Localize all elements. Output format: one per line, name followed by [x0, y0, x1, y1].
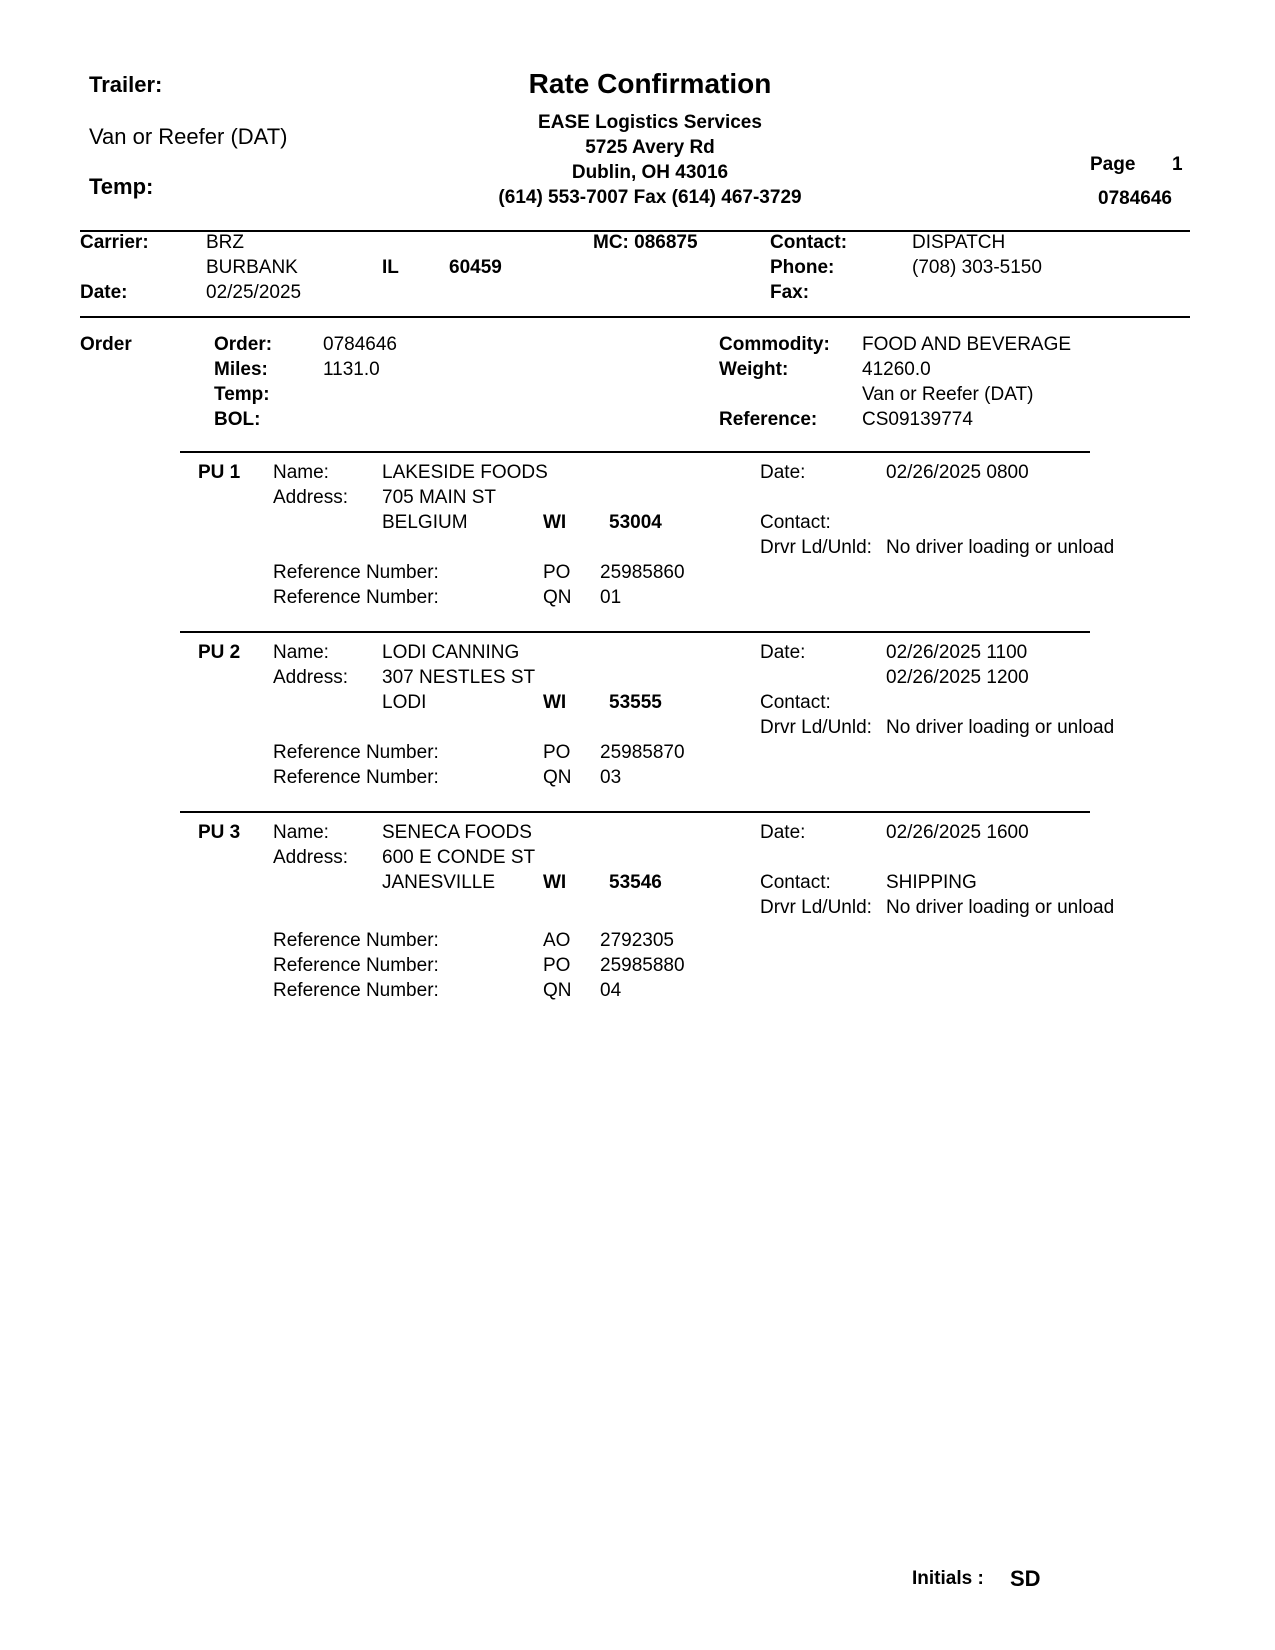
stop-name: SENECA FOODS: [382, 822, 532, 843]
weight-value: 41260.0: [862, 359, 931, 380]
carrier-state: IL: [382, 257, 399, 278]
stop-street: 307 NESTLES ST: [382, 667, 536, 688]
order-number: 0784646: [323, 334, 397, 355]
stop-date-label: Date:: [760, 822, 806, 843]
stop-name: LODI CANNING: [382, 642, 520, 663]
reference-type: QN: [543, 980, 572, 1001]
stop-zip: 53004: [609, 512, 662, 533]
stop-date-label: Date:: [760, 462, 806, 483]
stop-label: PU 2: [198, 642, 241, 663]
reference-type: PO: [543, 562, 571, 583]
stop-state: WI: [543, 512, 567, 533]
page-number: 1: [1172, 154, 1183, 175]
divider: [180, 631, 1090, 633]
stop-state: WI: [543, 872, 567, 893]
equipment-value: Van or Reefer (DAT): [862, 384, 1034, 405]
stop-city: BELGIUM: [382, 512, 468, 533]
reference-number: 25985860: [600, 562, 685, 583]
divider: [180, 811, 1090, 813]
stop-label: PU 1: [198, 462, 241, 483]
reference-type: PO: [543, 742, 571, 763]
document-number: 0784646: [1098, 188, 1172, 209]
company-name: EASE Logistics Services: [538, 112, 762, 133]
bol-label: BOL:: [214, 409, 261, 430]
divider: [180, 451, 1090, 453]
stop-city: JANESVILLE: [382, 872, 495, 893]
trailer-value: Van or Reefer (DAT): [89, 124, 288, 149]
carrier-zip: 60459: [449, 257, 502, 278]
stop-zip: 53546: [609, 872, 662, 893]
stop-driver-label: Drvr Ld/Unld:: [760, 717, 872, 738]
stop-name: LAKESIDE FOODS: [382, 462, 548, 483]
company-address-street: 5725 Avery Rd: [585, 137, 715, 158]
carrier-contact: DISPATCH: [912, 232, 1006, 253]
carrier-date: 02/25/2025: [206, 282, 302, 303]
stop-driver-value: No driver loading or unload: [886, 717, 1115, 738]
stop-address-label: Address:: [273, 847, 348, 868]
stop-street: 600 E CONDE ST: [382, 847, 536, 868]
reference-value: CS09139774: [862, 409, 973, 430]
reference-number-label: Reference Number:: [273, 587, 439, 608]
carrier-phone: (708) 303-5150: [912, 257, 1042, 278]
stop-contact: SHIPPING: [886, 872, 977, 893]
stop-driver-label: Drvr Ld/Unld:: [760, 537, 872, 558]
stop-label: PU 3: [198, 822, 241, 843]
initials-value: SD: [1010, 1566, 1041, 1591]
stop-address-label: Address:: [273, 487, 348, 508]
stop-street: 705 MAIN ST: [382, 487, 497, 508]
reference-number: 25985880: [600, 955, 685, 976]
company-address-city: Dublin, OH 43016: [571, 162, 729, 183]
initials-label: Initials :: [912, 1568, 984, 1589]
weight-label: Weight:: [719, 359, 789, 380]
commodity-label: Commodity:: [719, 334, 830, 355]
stop-name-label: Name:: [273, 462, 329, 483]
stop-date: 02/26/2025 1200: [886, 667, 1029, 688]
page-title: Rate Confirmation: [528, 68, 772, 99]
carrier-label: Carrier:: [80, 232, 149, 253]
carrier-name: BRZ: [206, 232, 244, 253]
stop-address-label: Address:: [273, 667, 348, 688]
stop-contact-label: Contact:: [760, 692, 831, 713]
reference-number-label: Reference Number:: [273, 742, 439, 763]
reference-number: 2792305: [600, 930, 674, 951]
reference-number: 01: [600, 587, 622, 608]
carrier-mc-number: MC: 086875: [593, 232, 698, 253]
reference-type: AO: [543, 930, 571, 951]
miles-label: Miles:: [214, 359, 268, 380]
reference-type: QN: [543, 587, 572, 608]
stop-driver-value: No driver loading or unload: [886, 897, 1115, 918]
reference-number-label: Reference Number:: [273, 980, 439, 1001]
company-phone-fax: (614) 553-7007 Fax (614) 467-3729: [498, 187, 802, 208]
reference-number: 04: [600, 980, 622, 1001]
reference-number-label: Reference Number:: [273, 955, 439, 976]
order-number-label: Order:: [214, 334, 273, 355]
temp-label: Temp:: [89, 174, 154, 199]
stop-driver-label: Drvr Ld/Unld:: [760, 897, 872, 918]
stop-date: 02/26/2025 1600: [886, 822, 1029, 843]
carrier-date-label: Date:: [80, 282, 128, 303]
reference-number-label: Reference Number:: [273, 562, 439, 583]
stop-contact-label: Contact:: [760, 872, 831, 893]
stop-city: LODI: [382, 692, 427, 713]
carrier-city: BURBANK: [206, 257, 298, 278]
reference-number: 03: [600, 767, 622, 788]
stop-zip: 53555: [609, 692, 662, 713]
stop-date-label: Date:: [760, 642, 806, 663]
reference-number-label: Reference Number:: [273, 767, 439, 788]
carrier-fax-label: Fax:: [770, 282, 810, 303]
stop-state: WI: [543, 692, 567, 713]
reference-label: Reference:: [719, 409, 818, 430]
reference-type: PO: [543, 955, 571, 976]
reference-number: 25985870: [600, 742, 685, 763]
carrier-contact-label: Contact:: [770, 232, 848, 253]
reference-type: QN: [543, 767, 572, 788]
reference-number-label: Reference Number:: [273, 930, 439, 951]
page-label: Page: [1090, 154, 1136, 175]
order-section-label: Order: [80, 334, 132, 355]
stop-date: 02/26/2025 1100: [886, 642, 1028, 663]
commodity-value: FOOD AND BEVERAGE: [862, 334, 1072, 355]
stop-contact-label: Contact:: [760, 512, 831, 533]
order-temp-label: Temp:: [214, 384, 270, 405]
divider: [80, 316, 1190, 318]
stop-date: 02/26/2025 0800: [886, 462, 1029, 483]
stop-name-label: Name:: [273, 822, 329, 843]
miles-value: 1131.0: [323, 359, 380, 380]
carrier-phone-label: Phone:: [770, 257, 835, 278]
stop-name-label: Name:: [273, 642, 329, 663]
stop-driver-value: No driver loading or unload: [886, 537, 1115, 558]
trailer-label: Trailer:: [89, 72, 163, 97]
